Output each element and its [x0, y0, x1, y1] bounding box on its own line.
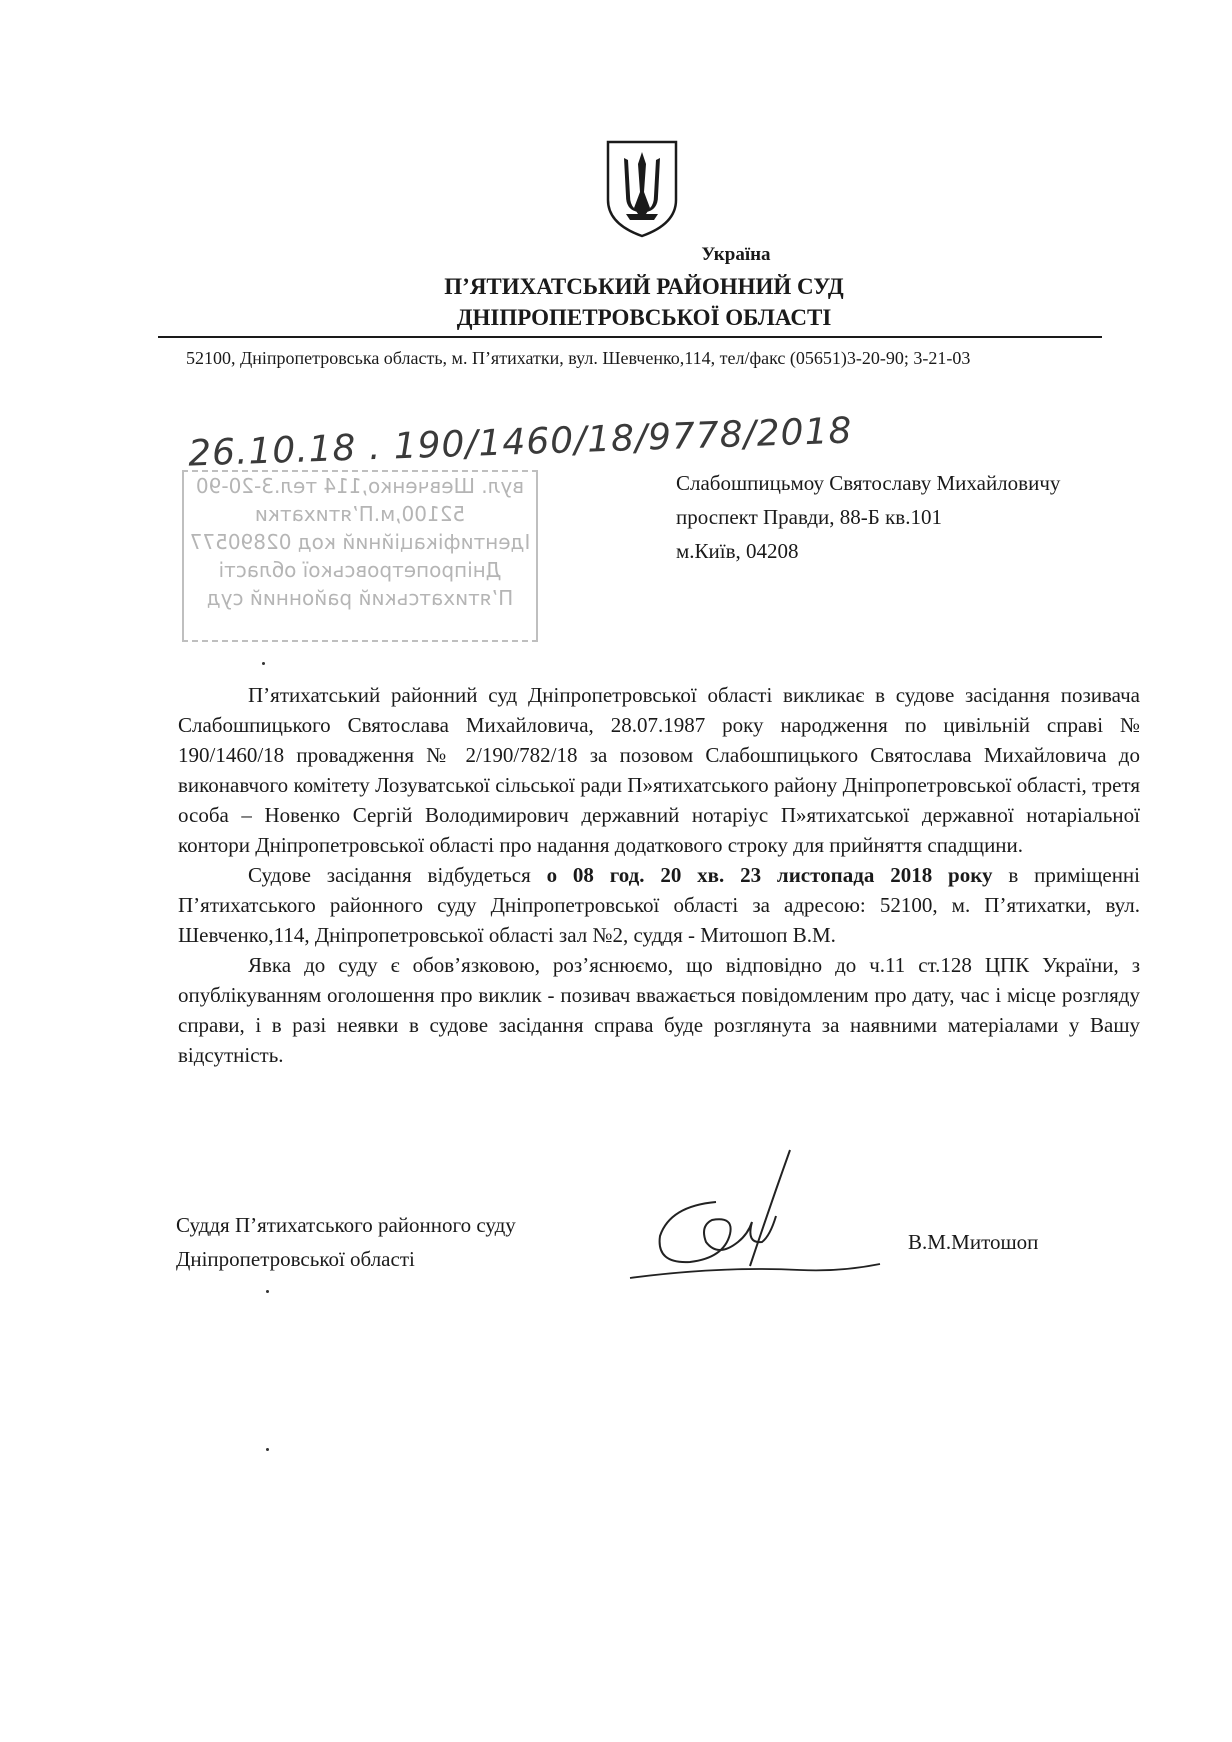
recipient-street: проспект Правди, 88-Б кв.101	[676, 505, 942, 529]
handwritten-reference-number: 26.10.18 . 190/1460/18/9778/2018	[187, 410, 854, 475]
region-heading: ДНІПРОПЕТРОВСЬКОЇ ОБЛАСТІ	[456, 305, 832, 330]
hearing-paragraph	[178, 860, 1140, 950]
hearing-location: в приміщенні П’ятихатського районного суду Дніпропетровської області за адресою: 52100, м. П’ятихатки, вул. Шевченко,114, Дніпропетровської області зал №2, суддя - Митошоп В.М.	[178, 863, 1141, 947]
signer-title-line: Суддя П’ятихатського районного суду	[176, 1213, 516, 1237]
letter-body	[178, 680, 1140, 1070]
judge-name: В.М.Митошоп	[908, 1230, 1039, 1254]
stamp-line: Дніпропетровської області	[218, 558, 502, 582]
recipient-name: Слабошпицьмоу Святославу Михайловичу	[676, 471, 1061, 495]
hearing-intro: Судове засідання відбудеться	[248, 863, 547, 887]
recipient-city: м.Київ, 04208	[676, 539, 799, 563]
scan-speck	[262, 662, 265, 665]
handwritten-signature	[620, 1146, 910, 1296]
stamp-line: 52100,м.П’ятихатки	[254, 502, 466, 526]
court-name-heading: П’ЯТИХАТСЬКИЙ РАЙОННИЙ СУД	[444, 274, 844, 299]
stamp-line: П’ятихатський районний суд	[206, 586, 514, 610]
court-address: 52100, Дніпропетровська область, м. П’ятихатки, вул. Шевченко,114, тел/факс (05651)3-20-90; 3-21-03	[186, 348, 971, 368]
scan-speck	[266, 1290, 269, 1293]
trident-emblem-icon	[604, 138, 680, 238]
header-divider	[158, 336, 1102, 338]
stamp-line: вул. Шевченко,114 тел.3-20-90	[195, 474, 525, 498]
attendance-paragraph: Явка до суду є обов’язковою, роз’яснюємо, що відповідно до ч.11 ст.128 ЦПК України, з опублікуванням оголошення про виклик - позивач вважається повідомленим про дату, час і місце розгляду справи, і в разі неявки в судове засідання справа буде розглянута за наявними матеріалами у Вашу відсутність.	[178, 953, 1140, 1067]
scan-speck	[266, 1448, 269, 1451]
stamp-line: Ідентифікаційний код 02890577	[189, 530, 531, 554]
signer-title	[176, 1208, 516, 1276]
recipient-block	[676, 466, 1060, 568]
registration-stamp	[182, 470, 538, 642]
signer-title-line: Дніпропетровської області	[176, 1247, 415, 1271]
country-heading: Україна	[701, 244, 771, 265]
hearing-datetime: о 08 год. 20 хв. 23 листопада 2018 року	[546, 863, 993, 887]
summons-paragraph: П’ятихатський районний суд Дніпропетровської області викликає в судове засідання позивача Слабошпицького Святослава Михайловича, 28.07.1987 року народження по цивільній справі № 190/1460/18 провадження № 2/190/782/18 за позовом Слабошпицького Святослава Михайловича до виконавчого комітету Лозуватської сільської ради П»ятихатського району Дніпропетровської області, третя особа – Новенко Сергій Володимирович державний нотаріус П»ятихатської державної нотаріальної контори Дніпропетровської області про надання додаткового строку для прийняття спадщини.	[178, 683, 1140, 857]
